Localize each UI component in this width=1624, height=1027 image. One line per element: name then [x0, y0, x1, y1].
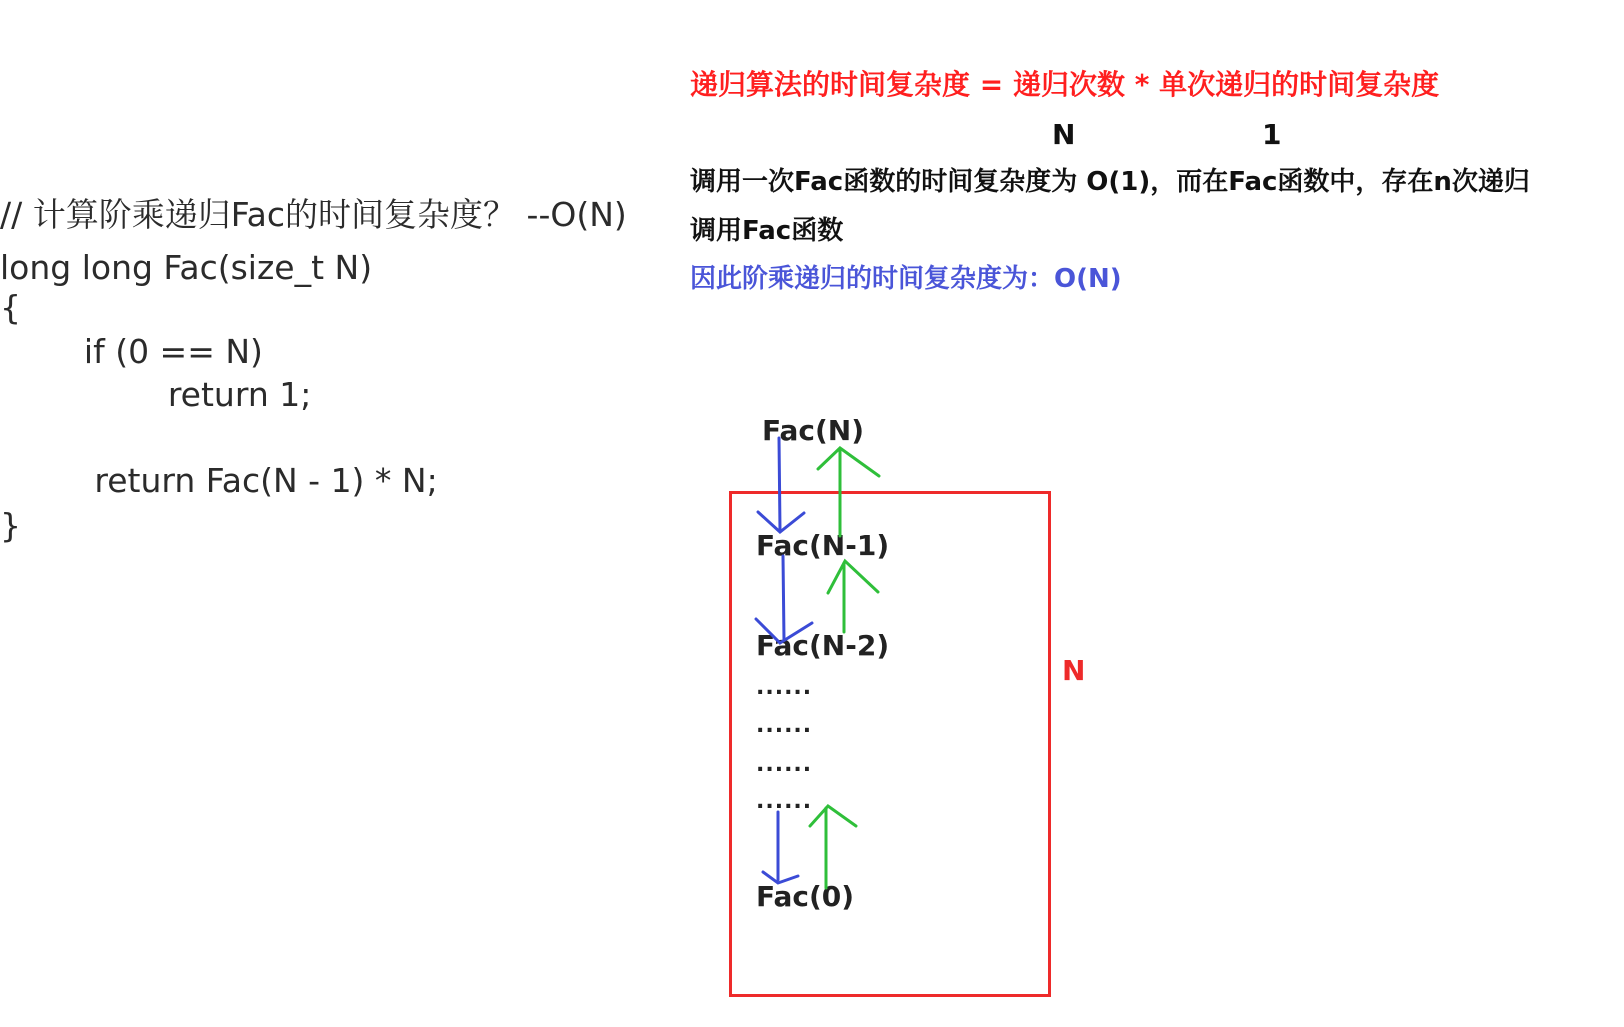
code-line-open-brace: {: [0, 288, 21, 327]
code-line-if: if (0 == N): [0, 332, 263, 371]
single-cost-marker: 1: [1262, 118, 1282, 151]
recursion-depth-box: [729, 491, 1051, 997]
conclusion-text: 因此阶乘递归的时间复杂度为：O(N): [690, 264, 1122, 294]
explanation-line-2: 调用Fac函数: [690, 216, 844, 246]
code-line-return-recursive: return Fac(N - 1) * N;: [0, 461, 438, 500]
depth-label: N: [1062, 654, 1086, 687]
recursion-count-marker: N: [1052, 118, 1076, 151]
ellipsis-row-4: ......: [756, 789, 813, 814]
code-line-close-brace: }: [0, 506, 21, 545]
code-line-signature: long long Fac(size_t N): [0, 248, 373, 287]
explanation-line-1: 调用一次Fac函数的时间复杂度为 O(1)，而在Fac函数中，存在n次递归: [690, 167, 1530, 197]
call-fac-n-minus-1: Fac(N-1): [756, 529, 890, 562]
code-line-return-base: return 1;: [0, 375, 312, 414]
ellipsis-row-2: ......: [756, 713, 813, 738]
call-fac-0: Fac(0): [756, 880, 855, 913]
formula-text: 递归算法的时间复杂度 = 递归次数 * 单次递归的时间复杂度: [690, 68, 1440, 101]
call-fac-n: Fac(N): [762, 414, 865, 447]
code-line-comment: // 计算阶乘递归Fac的时间复杂度？ --O(N): [0, 195, 627, 234]
ellipsis-row-3: ......: [756, 752, 813, 777]
call-fac-n-minus-2: Fac(N-2): [756, 629, 890, 662]
ellipsis-row-1: ......: [756, 675, 813, 700]
